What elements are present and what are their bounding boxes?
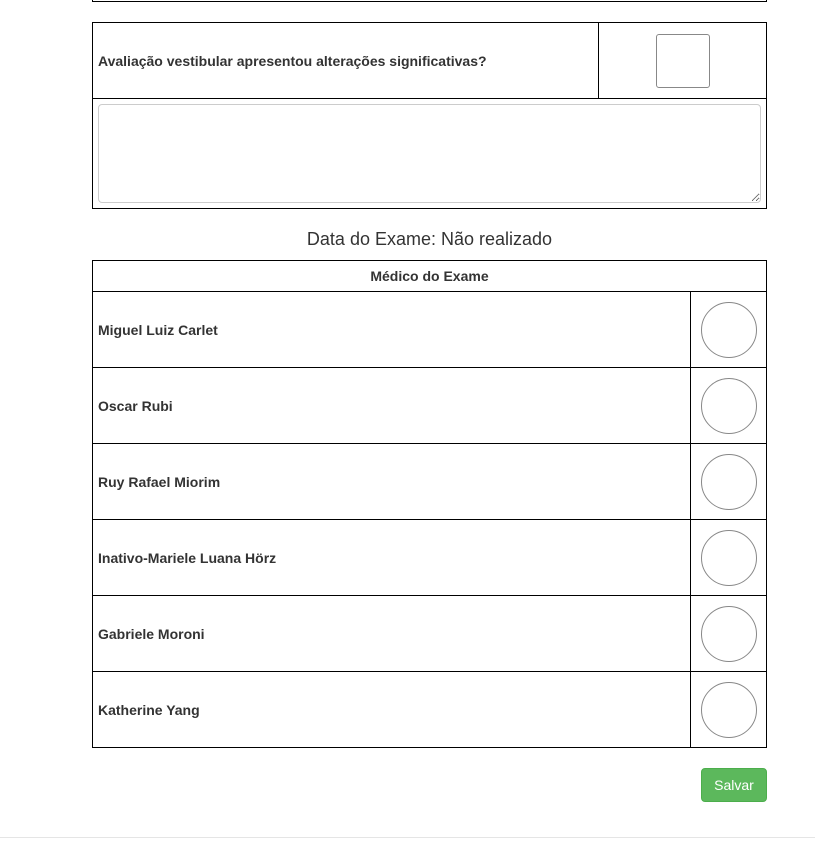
- doctor-radio-gabriele[interactable]: [701, 606, 757, 662]
- doctor-radio-cell: [691, 444, 767, 520]
- doctor-row: [93, 292, 767, 368]
- vestibular-notes-textarea[interactable]: [98, 104, 761, 203]
- doctor-table-header-row: [93, 261, 767, 292]
- footer-divider: [0, 837, 815, 838]
- doctor-name: Ruy Rafael Miorim: [93, 444, 691, 520]
- vestibular-checkbox-cell: [599, 23, 767, 99]
- doctor-row: [93, 368, 767, 444]
- doctor-row: [93, 672, 767, 748]
- doctor-name: Inativo-Mariele Luana Hörz: [93, 520, 691, 596]
- doctor-radio-mariele[interactable]: [701, 530, 757, 586]
- vestibular-checkbox[interactable]: [656, 34, 710, 88]
- doctor-table: [92, 260, 767, 748]
- doctor-row: [93, 520, 767, 596]
- doctor-row: [93, 596, 767, 672]
- doctor-radio-miguel[interactable]: [701, 302, 757, 358]
- vestibular-question-row: [93, 23, 767, 99]
- vestibular-table: [92, 22, 767, 209]
- exam-date-text: Data do Exame: Não realizado: [306, 229, 553, 249]
- doctor-radio-katherine[interactable]: [701, 682, 757, 738]
- vestibular-notes-cell: [93, 99, 767, 209]
- vestibular-question-label: Avaliação vestibular apresentou alterações significativas?: [93, 23, 599, 99]
- doctor-radio-ruy[interactable]: [701, 454, 757, 510]
- vestibular-notes-row: [93, 99, 767, 209]
- doctor-radio-cell: [691, 368, 767, 444]
- doctor-radio-cell: [691, 596, 767, 672]
- previous-section-bottom: [92, 0, 767, 2]
- doctor-row: [93, 444, 767, 520]
- doctor-radio-cell: [691, 292, 767, 368]
- doctor-name: Miguel Luiz Carlet: [93, 292, 691, 368]
- doctor-table-header: Médico do Exame: [93, 261, 767, 292]
- doctor-name: Oscar Rubi: [93, 368, 691, 444]
- doctor-name: Katherine Yang: [93, 672, 691, 748]
- save-button[interactable]: Salvar: [701, 768, 767, 802]
- doctor-name: Gabriele Moroni: [93, 596, 691, 672]
- doctor-radio-cell: [691, 520, 767, 596]
- doctor-radio-oscar[interactable]: [701, 378, 757, 434]
- doctor-radio-cell: [691, 672, 767, 748]
